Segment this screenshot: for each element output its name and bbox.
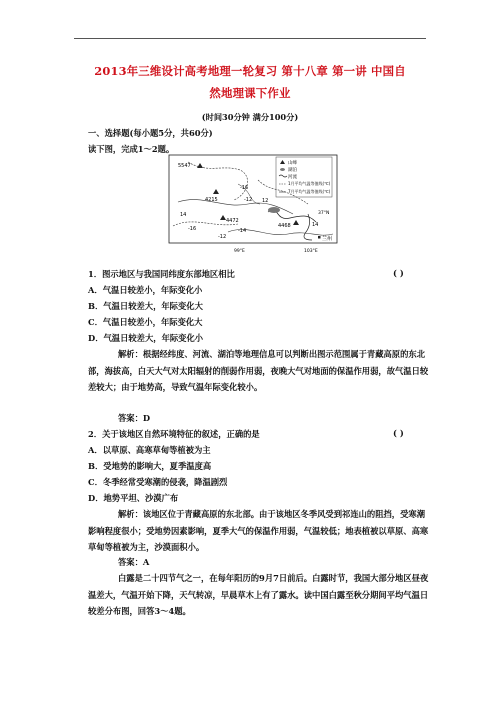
q1-stem: 1．图示地区与我国同纬度东部地区相比 <box>88 269 235 279</box>
peak-label-1: 5547 <box>178 163 191 169</box>
legend-jan-isotherm: 1月平均气温等值线(℃) <box>288 181 331 186</box>
q2-option-c: C．冬季经常受寒潮的侵袭，降温剧烈 <box>88 477 228 487</box>
q2-stem: 2．关于该地区自然环境特征的叙述，正确的是 <box>88 429 260 439</box>
q1-option-c: C．气温日较差小，年际变化大 <box>88 317 203 327</box>
legend-jul-isotherm: 7月平均气温等值线(℃) <box>288 189 331 194</box>
peak-label-3: 4472 <box>226 218 239 224</box>
q1-option-d: D．气温日较差大，年际变化小 <box>88 333 204 343</box>
q2-option-d: D．地势平坦、沙漠广布 <box>88 493 179 503</box>
q2-answer-blank: ( ) <box>393 428 404 438</box>
isotherm-label: 14 <box>180 212 187 218</box>
header-rule <box>74 38 426 39</box>
q2-option-b: B．受地势的影响大，夏季温度高 <box>88 461 212 471</box>
city-label: 兰州 <box>322 236 333 242</box>
latitude-label: 37°N <box>318 211 330 216</box>
legend-lake-icon <box>280 168 285 171</box>
longitude-label-2: 103°E <box>304 249 318 254</box>
q1-option-b: B．气温日较差大，年际变化大 <box>88 301 203 311</box>
city-icon <box>318 236 321 239</box>
isotherm-map <box>168 154 338 264</box>
document-title-line1: 2013年三维设计高考地理一轮复习 第十八章 第一讲 中国自 <box>94 64 406 78</box>
lake-icon <box>268 207 280 213</box>
isotherm-label: -12 <box>244 197 253 203</box>
q1-answer: 答案：D <box>118 413 151 423</box>
q3-4-intro: 白露是二十四节气之一，在每年阳历的9月7日前后。白露时节，我国大部分地区昼夜温差大，气温开始下降，天气转凉，早晨草木上有了露水。读中国白露至秋分期间平均气温日较差分布图，回答3～4题。 <box>88 573 429 617</box>
section-heading: 一、选择题(每小题5分，共60分) <box>88 128 213 138</box>
isotherm-label: -14 <box>238 228 247 234</box>
q1-option-a: A．气温日较差小，年际变化小 <box>88 285 203 295</box>
q2-answer: 答案：A <box>118 557 150 567</box>
longitude-label-1: 99°E <box>234 249 245 254</box>
document-title-line2: 然地理课下作业 <box>209 86 291 100</box>
q1-answer-blank: ( ) <box>393 268 404 278</box>
isotherm-label: -12 <box>218 234 227 240</box>
isotherm-label: 14 <box>312 222 319 228</box>
peak-label-4: 4468 <box>278 223 291 229</box>
legend-river: 河流 <box>288 175 297 180</box>
isotherm-label: -16 <box>188 226 197 232</box>
document-subtitle: (时间30分钟 满分100分) <box>201 112 299 122</box>
peak-label-2: 4215 <box>205 197 218 203</box>
q2-option-a: A．以草原、高寒草甸等植被为主 <box>88 445 211 455</box>
legend-peak: 山峰 <box>288 161 297 166</box>
q2-analysis: 解析：该地区位于青藏高原的东北部。由于该地区冬季风受到祁连山的阻挡，受寒潮影响程度很小；受地势因素影响，夏季大气的保温作用弱，气温较低；地表植被以草原、高寒草甸等植被为主，沙漠面积小。 <box>88 509 429 553</box>
q1-analysis: 解析：根据经纬度、河流、湖泊等地理信息可以判断出图示范围属于青藏高原的东北部，海拔高，白天大气对太阳辐射的削弱作用弱，夜晚大气对地面的保温作用弱，故气温日较差较大；由于地势高，导致气温年际变化较小。 <box>88 349 429 393</box>
read-map-instruction: 读下图，完成1～2题。 <box>88 144 175 154</box>
isotherm-label: -16 <box>240 185 249 191</box>
legend-lake: 湖泊 <box>288 168 297 173</box>
isotherm-label: 12 <box>262 198 269 204</box>
